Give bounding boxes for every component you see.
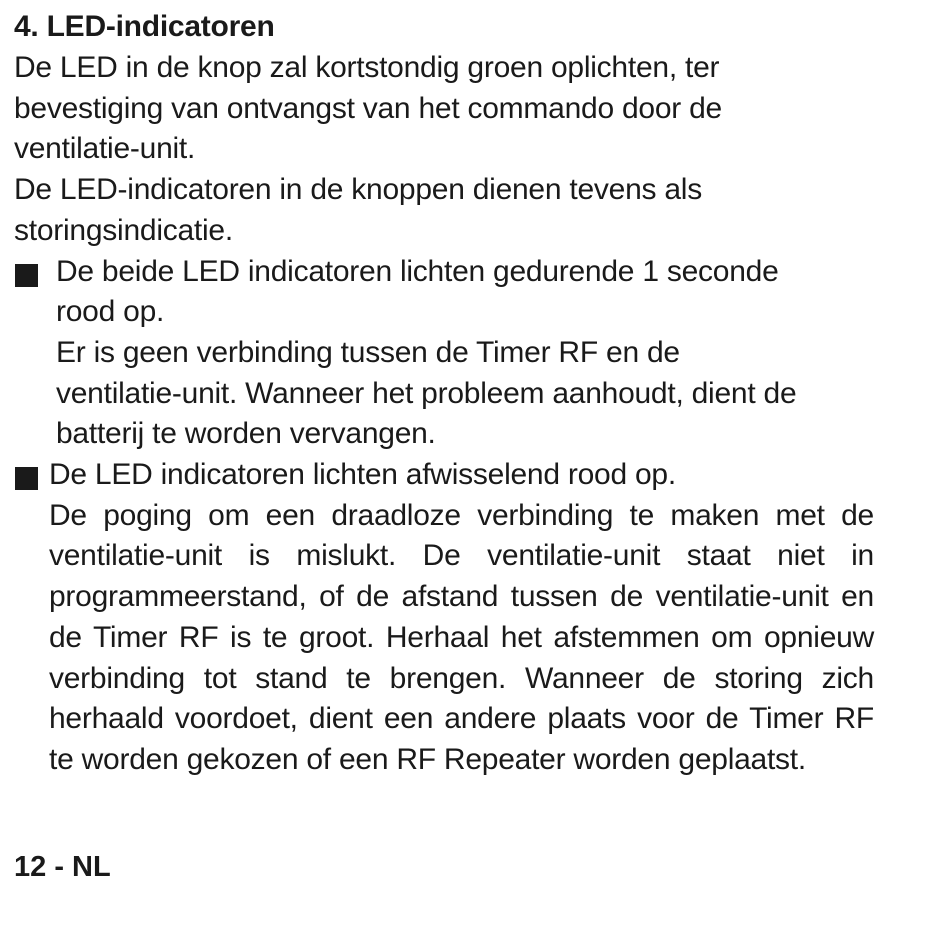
section-heading: 4. LED-indicatoren (14, 10, 275, 43)
bullet-body (14, 455, 874, 781)
bullet-body (14, 252, 801, 456)
bullet-condition: De LED indicatoren lichten afwisselend rood op. (49, 458, 676, 492)
bullet-item-no-connection (14, 252, 874, 456)
page-number-label: 12 - NL (14, 851, 111, 883)
bullet-explanation: De poging om een draadloze verbinding te maken met de ventilatie-unit is mislukt. De ventilatie-unit staat niet in programmeerstand, of de afstand tussen de ventilatie-unit en de Timer RF is te groot. Herhaal het afstemmen om opnieuw verbinding tot stand te brengen. Wanneer de storing zich herhaald voordoet, dient een andere plaats voor de Timer RF te worden gekozen of een RF Repeater worden geplaatst. (49, 498, 874, 776)
bullet-condition: De beide LED indicatoren lichten gedurende 1 seconde rood op. (56, 254, 779, 329)
square-bullet-icon (15, 467, 38, 490)
intro-paragraph-confirmation: De LED in de knop zal kortstondig groen oplichten, ter bevestiging van ontvangst van het commando door de ventilatie-unit. (14, 51, 722, 166)
bullet-item-pairing-failed (14, 455, 874, 781)
bullet-explanation: Er is geen verbinding tussen de Timer RF en de ventilatie-unit. Wanneer het probleem aanhoudt, dient de batterij te worden vervangen. (56, 335, 797, 451)
manual-page (14, 6, 874, 781)
square-bullet-icon (15, 264, 38, 287)
intro-paragraph-fault-indication: De LED-indicatoren in de knoppen dienen tevens als storingsindicatie. (14, 173, 702, 247)
